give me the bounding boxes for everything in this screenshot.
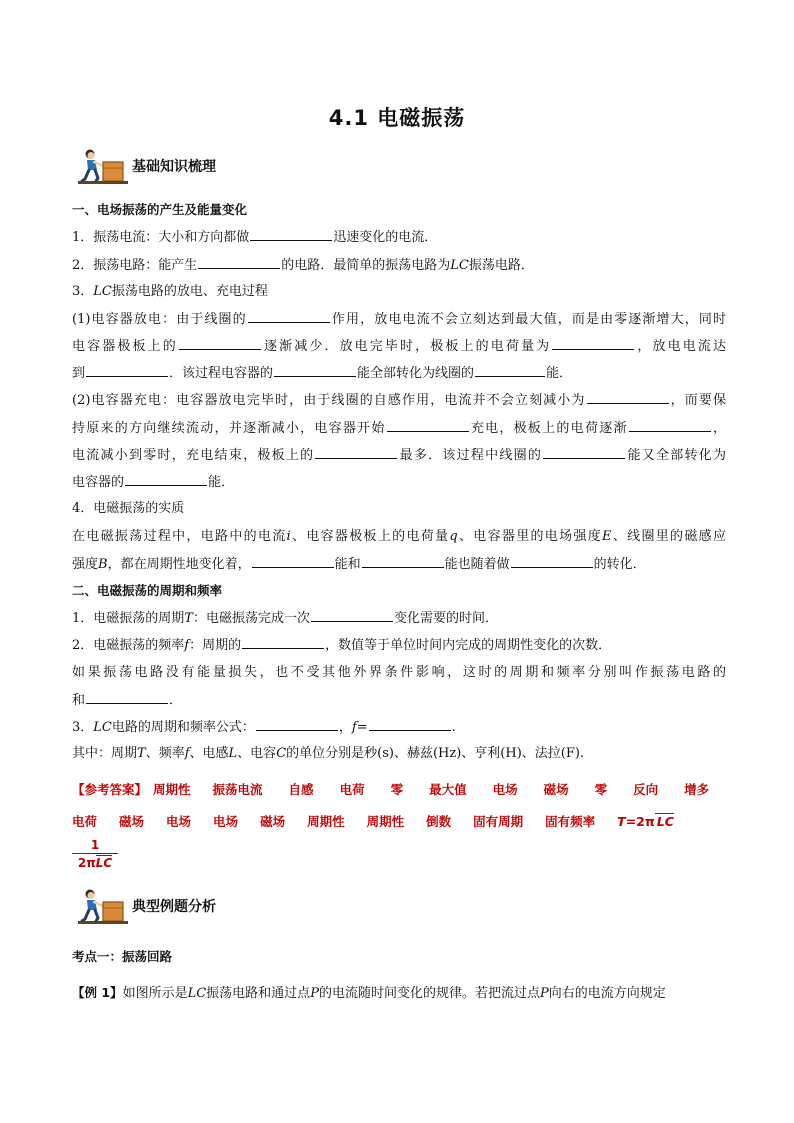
discharge-line-3: 到 ．该过程电容器的 能全部转化为线圈的 能． xyxy=(72,366,573,381)
answer-formula-frequency: 1 2πLC xyxy=(72,838,118,870)
answer-item: 电荷 xyxy=(72,814,98,829)
answer-item: 电场 xyxy=(213,814,239,829)
charge-line-1: (2)电容器充电：电容器放电完毕时，由于线圈的自感作用，电流并不会立刻减小为 ，而要保 xyxy=(72,393,726,408)
fill-blank xyxy=(552,337,634,350)
fill-blank xyxy=(248,310,330,323)
part1-line-1: 1．振荡电流：大小和方向都做 迅速变化的电流． xyxy=(72,230,438,245)
part1-line-3: 3．LC振荡电路的放电、充电过程 xyxy=(72,284,268,299)
answer-item: 磁场 xyxy=(543,782,569,797)
fill-blank xyxy=(274,364,356,377)
fill-blank xyxy=(315,446,397,459)
answer-item: 反向 xyxy=(633,782,659,797)
fill-blank xyxy=(198,256,280,269)
fill-blank xyxy=(311,609,393,622)
fill-blank xyxy=(86,364,168,377)
fill-blank xyxy=(125,473,207,486)
answer-item: 电场 xyxy=(492,782,518,797)
example-1-text: 【例 1】如图所示是LC振荡电路和通过点P的电流随时间变化的规律。若把流过点P向右的电流方向规定 xyxy=(72,985,666,1001)
answer-item: 电荷 xyxy=(339,782,365,797)
mascot-pushing-box-icon xyxy=(76,148,128,188)
fill-blank xyxy=(511,555,593,568)
answer-item: 自感 xyxy=(288,782,314,797)
sqrt-sign: LC xyxy=(656,814,674,829)
charge-line-2: 持原来的方向继续流动，并逐渐减小，电容器开始 充电，极板上的电荷逐渐 ， xyxy=(72,421,726,436)
answer-item: 增多 xyxy=(684,782,710,797)
fill-blank xyxy=(629,419,711,432)
fill-blank xyxy=(250,228,332,241)
fill-blank xyxy=(242,636,324,649)
fill-blank xyxy=(387,419,469,432)
answer-row-1 xyxy=(72,780,709,798)
answer-item: 零 xyxy=(594,782,608,797)
part2-heading: 二、电磁振荡的周期和频率 xyxy=(72,583,223,598)
mascot-pushing-box-icon xyxy=(76,888,128,928)
part1-line-4: 4．电磁振荡的实质 xyxy=(72,501,185,516)
fill-blank xyxy=(369,718,451,731)
fill-blank xyxy=(587,391,669,404)
fill-blank xyxy=(475,364,545,377)
answer-formula-period: T=2π LC xyxy=(617,814,674,829)
part2-line-6: 其中：周期T、频率f、电感L、电容C的单位分别是秒(s)、赫兹(Hz)、亨利(H)、法拉(F). xyxy=(72,746,585,761)
answer-item: 电场 xyxy=(166,814,192,829)
answer-item: 倒数 xyxy=(426,814,452,829)
answer-item: 周期性 xyxy=(307,814,345,829)
fill-blank xyxy=(543,446,625,459)
answer-item: 固有频率 xyxy=(545,814,596,829)
answer-item: 固有周期 xyxy=(473,814,524,829)
answer-row-2 xyxy=(72,812,674,830)
part2-line-4: 和 ． xyxy=(72,693,183,708)
answer-item: 最大值 xyxy=(429,782,467,797)
part2-line-2: 2．电磁振荡的频率f：周期的 ，数值等于单位时间内完成的周期性变化的次数． xyxy=(72,638,612,653)
answer-label: 【参考答案】 xyxy=(72,782,148,797)
answer-item: 零 xyxy=(390,782,404,797)
answer-item: 周期性 xyxy=(153,782,191,797)
charge-line-3: 电流减小到零时，充电结束，极板上的 最多．该过程中线圈的 能又全部转化为 xyxy=(72,448,726,463)
charge-line-4: 电容器的 能． xyxy=(72,475,235,490)
fill-blank xyxy=(86,691,168,704)
part1-heading: 一、电场振荡的产生及能量变化 xyxy=(72,202,248,217)
essence-line-1: 在电磁振荡过程中，电路中的电流i、电容器极板上的电荷量q、电容器里的电场强度E、线圈里的磁感应 xyxy=(72,529,726,544)
fill-blank xyxy=(179,337,261,350)
answer-item: 磁场 xyxy=(260,814,286,829)
discharge-line-2: 电容器极板上的 逐渐减少．放电完毕时，极板上的电荷量为 ，放电电流达 xyxy=(72,339,726,354)
section-heading-text: 典型例题分析 xyxy=(132,899,216,915)
answer-item: 振荡电流 xyxy=(212,782,263,797)
exam-point-1: 考点一：振荡回路 xyxy=(72,949,173,964)
page-title: 4.1 电磁振荡 xyxy=(328,106,466,130)
fill-blank xyxy=(252,555,334,568)
part2-line-5: 3．LC电路的周期和频率公式： ，f= . xyxy=(72,720,456,735)
fill-blank xyxy=(256,718,338,731)
fill-blank xyxy=(362,555,444,568)
sqrt-sign: LC xyxy=(95,856,113,870)
section-heading-basics xyxy=(76,148,216,188)
part2-line-3: 如果振荡电路没有能量损失，也不受其他外界条件影响，这时的周期和频率分别叫作振荡电路的 xyxy=(72,665,726,680)
answer-item: 磁场 xyxy=(119,814,145,829)
answer-item: 周期性 xyxy=(366,814,405,829)
section-heading-text: 基础知识梳理 xyxy=(132,159,216,175)
essence-line-2: 强度B，都在周期性地变化着， 能和 能也随着做 的转化． xyxy=(72,557,646,572)
discharge-line-1: (1)电容器放电：由于线圈的 作用，放电电流不会立刻达到最大值，而是由零逐渐增大，同时 xyxy=(72,312,726,327)
part1-line-2: 2．振荡电路：能产生 的电路．最简单的振荡电路为LC振荡电路． xyxy=(72,258,534,273)
section-heading-examples xyxy=(76,888,216,928)
part2-line-1: 1．电磁振荡的周期T：电磁振荡完成一次 变化需要的时间． xyxy=(72,611,498,626)
